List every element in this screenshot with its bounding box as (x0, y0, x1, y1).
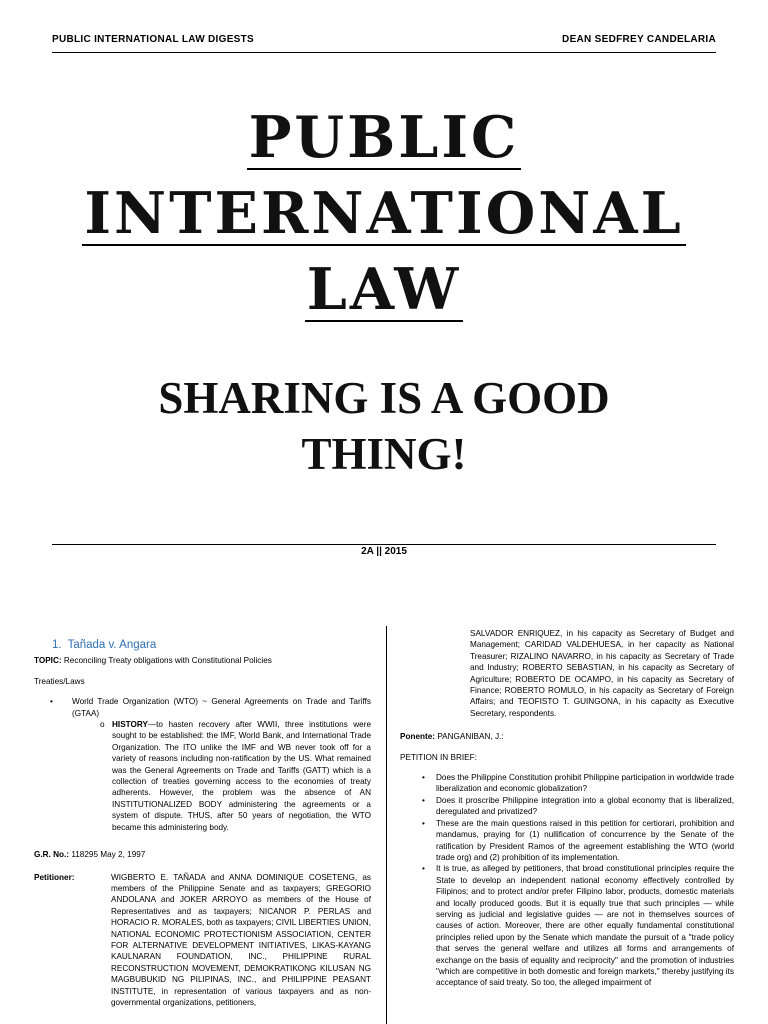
bullet-text: World Trade Organization (WTO) ~ General Agreements on Trade and Tariffs (GTAA) (72, 697, 371, 718)
petitioner-label: Petitioner: (34, 872, 75, 882)
gr-number (34, 849, 371, 860)
list-item (400, 818, 734, 864)
subtitle-line-2: THING! (301, 429, 467, 479)
bullet-icon: • (422, 818, 425, 828)
case-title (52, 640, 371, 651)
ponente-value: PANGANIBAN, J.: (437, 732, 504, 742)
ponente-line (400, 731, 734, 742)
petition-point-3: These are the main questions raised in this petition for certiorari, prohibition and mandamus, praying for (1) nullification of concurrence by the Senate of the ratification by President Ramos of the agreement establishing the WTO (world trade org) and (2) prohibition of its implementation. (436, 818, 734, 862)
bullet-icon: • (422, 773, 425, 783)
title-line-3: LAW (306, 256, 462, 323)
edition-label: 2A || 2015 (361, 546, 407, 557)
petition-heading: PETITION IN BRIEF: (400, 752, 477, 762)
title-line-1: PUBLIC (248, 104, 520, 171)
list-item (400, 772, 734, 795)
case-number: 1. (52, 639, 62, 651)
petition-point-2: Does it proscribe Philippine integration into a global economy that is liberalized, deregulated and privatized? (436, 795, 734, 817)
header-left: PUBLIC INTERNATIONAL LAW DIGESTS (52, 34, 255, 45)
bullet-icon: • (422, 795, 425, 805)
list-item (400, 795, 734, 818)
column-divider (386, 626, 387, 1024)
gr-value: 118295 May 2, 1997 (71, 850, 146, 860)
petition-point-1: Does the Philippine Constitution prohibit Philippine participation in worldwide trade liberalization and economic globalization? (436, 773, 734, 794)
topic-text: Reconciling Treaty obligations with Constitutional Policies (63, 656, 272, 666)
header-rule (52, 52, 716, 53)
topic-label: TOPIC: (34, 656, 62, 666)
running-header (52, 34, 716, 45)
history-text: —to hasten recovery after WWII, three institutions were sought to be established: the IMF, World Bank, and International Trade Organization. The ITO unlike the IMF and WB never took off for a variety of reasons including non-ratification by the US. What remained was the General Agreements on Trade and Tariffs (GATT) which is a collection of treaties governing access to the economies of treaty adherents. However, the problem was the absence of AN INSTITUTIONALIZED BODY administering the agreements or a system of dispute. THUS, after 50 years of negotiation, the WTO became this administering body. (112, 720, 371, 832)
bullet-icon: • (422, 864, 425, 874)
list-item (400, 863, 734, 988)
section-rule (52, 544, 716, 545)
section-label: Treaties/Laws (34, 676, 85, 686)
respondents-text: SALVADOR ENRIQUEZ, in his capacity as Secretary of Budget and Management; CARIDAD VALDEHUESA, in her capacity as National Treasurer; RIZALINO NAVARRO, in his capacity as Secretary of Trade and Industry; ROBERTO SEBASTIAN, in his capacity as Secretary of Agriculture; ROBERTO DE OCAMPO, in his capacity as Secretary of Finance; ROBERTO ROMULO, in his capacity as Secretary of Foreign Affairs; and TEOFISTO T. GUINGONA, in his capacity as Executive Secretary, respondents. (470, 629, 734, 718)
title-line-2: INTERNATIONAL (84, 180, 684, 247)
petition-point-4: It is true, as alleged by petitioners, that broad constitutional principles require the State to develop an independent national economy effectively controlled by Filipinos; and to protect and/or prefer Filipino labor, products, domestic materials and locally produced goods. But it is equally true that such principles — while serving as judicial and legislative guides — are not in themselves sources of causes of action. Moreover, there are other equally fundamental constitutional principles relied upon by the Senate which mandate the pursuit of a "trade policy that serves the general welfare and utilizes all forms and arrangements of exchange on the basis of equality and reciprocity" and the promotion of industries "which are competitive in both domestic and foreign markets," thereby justifying its acceptance of said treaty. So too, the alleged impairment of (436, 864, 734, 988)
history-label: HISTORY (112, 720, 148, 730)
case-name: Tañada v. Angara (67, 639, 157, 651)
right-column (400, 628, 734, 989)
topic-line (34, 655, 371, 666)
bullet-icon: • (50, 697, 53, 707)
gr-label: G.R. No.: (34, 850, 70, 860)
header-right: DEAN SEDFREY CANDELARIA (562, 34, 716, 45)
history-item (34, 719, 371, 833)
petitioner-text: WIGBERTO E. TAÑADA and ANNA DOMINIQUE COSETENG, as members of the Philippine Senate and as taxpayers; GREGORIO ANDOLANA and JOKER ARROYO as members of the House of Representatives and as taxpayers; NICANOR P. PERLAS and HORACIO R. MORALES, both as taxpayers; CIVIL LIBERTIES UNION, NATIONAL ECONOMIC PROTECTIONISM ASSOCIATION, CENTER FOR ALTERNATIVE DEVELOPMENT INITIATIVES, LIKAS-KAYANG KAULNARAN FOUNDATION, INC., PHILIPPINE RURAL RECONSTRUCTION MOVEMENT, DEMOKRATIKONG KILUSAN NG MAGBUBUKID NG PILIPINAS, INC., and PHILIPPINE PEASANT INSTITUTE, in representation of various taxpayers and as non-governmental organizations, petitioners, (111, 872, 371, 1007)
left-column (34, 628, 371, 1008)
petitioner-block (34, 872, 371, 1009)
ponente-label: Ponente: (400, 732, 436, 742)
list-item (34, 696, 371, 719)
subtitle-line-1: SHARING IS A GOOD (158, 373, 610, 423)
circle-bullet-icon: o (100, 720, 105, 730)
